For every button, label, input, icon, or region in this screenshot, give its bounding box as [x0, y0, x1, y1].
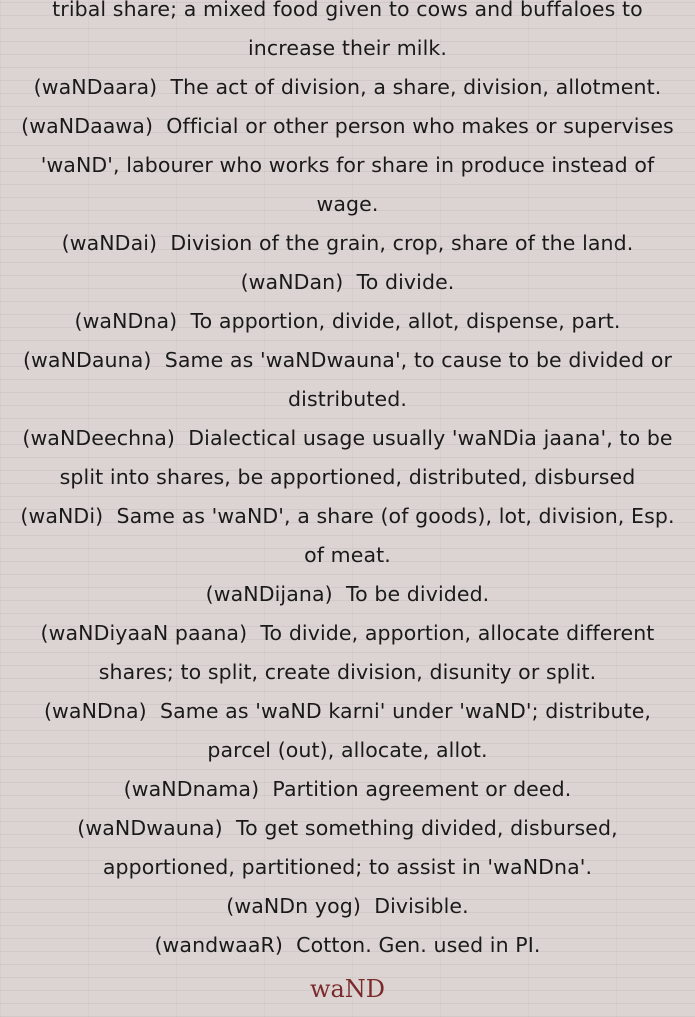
entry-definition: Division of the grain, crop, share of the land.	[170, 231, 634, 255]
entry-term: (wandwaaR)	[154, 933, 283, 957]
dictionary-entry	[0, 614, 695, 692]
dictionary-entry	[0, 575, 695, 614]
entry-term: (waNDijana)	[205, 582, 333, 606]
dictionary-entry	[0, 107, 695, 224]
entry-term: (waNDan)	[240, 270, 344, 294]
entry-term: (waNDauna)	[22, 348, 152, 372]
entry-term: (waNDaawa)	[21, 114, 154, 138]
dictionary-entry	[0, 0, 695, 68]
entry-term: (waNDwauna)	[77, 816, 223, 840]
entry-term: (waNDna)	[43, 699, 147, 723]
entry-definition: To divide, apportion, allocate different shares; to split, create division, disunity or split.	[98, 621, 655, 684]
entry-term: (waNDnama)	[123, 777, 260, 801]
dictionary-entry	[0, 809, 695, 887]
entry-definition: The act of division, a share, division, allotment.	[170, 75, 662, 99]
dictionary-entry	[0, 926, 695, 965]
entry-definition: Same as 'waNDwauna', to cause to be divided or distributed.	[164, 348, 673, 411]
dictionary-entry	[0, 692, 695, 770]
entry-definition: Cotton. Gen. used in PI.	[296, 933, 541, 957]
entry-term: (waNDi)	[20, 504, 104, 528]
entry-term: (waNDaara)	[33, 75, 158, 99]
entry-definition: Divisible.	[374, 894, 469, 918]
entry-term: (waNDeechna)	[22, 426, 176, 450]
entry-definition: Dialectical usage usually 'waNDia jaana', to be split into shares, be apportioned, distributed, disbursed	[59, 426, 673, 489]
dictionary-entry	[0, 497, 695, 575]
dictionary-entry	[0, 341, 695, 419]
entry-definition: To get something divided, disbursed, apportioned, partitioned; to assist in 'waNDna'.	[102, 816, 618, 879]
entry-definition: To be divided.	[345, 582, 490, 606]
entry-definition: Official or other person who makes or supervises 'waND', labourer who works for share in produce instead of wage.	[40, 114, 674, 216]
dictionary-entry	[0, 419, 695, 497]
entry-definition: To apportion, divide, allot, dispense, part.	[190, 309, 621, 333]
entry-definition: To divide.	[356, 270, 455, 294]
entry-definition: Same as 'waND', a share (of goods), lot, division, Esp. of meat.	[116, 504, 675, 567]
dictionary-entry	[0, 770, 695, 809]
entry-term: (waNDai)	[61, 231, 158, 255]
entry-term: (waNDiyaaN paana)	[40, 621, 248, 645]
dictionary-entry	[0, 887, 695, 926]
entry-definition: Partition agreement or deed.	[272, 777, 572, 801]
dictionary-entry	[0, 302, 695, 341]
entry-definition: tribal share; a mixed food given to cows and buffaloes to increase their milk.	[52, 0, 643, 60]
headword-footer: waND	[309, 975, 386, 1003]
dictionary-entry	[0, 224, 695, 263]
dictionary-entry	[0, 68, 695, 107]
entry-term: (waNDna)	[74, 309, 178, 333]
entry-term: (waNDn yog)	[226, 894, 361, 918]
entry-definition: Same as 'waND karni' under 'waND'; distribute, parcel (out), allocate, allot.	[160, 699, 652, 762]
dictionary-entry	[0, 263, 695, 302]
